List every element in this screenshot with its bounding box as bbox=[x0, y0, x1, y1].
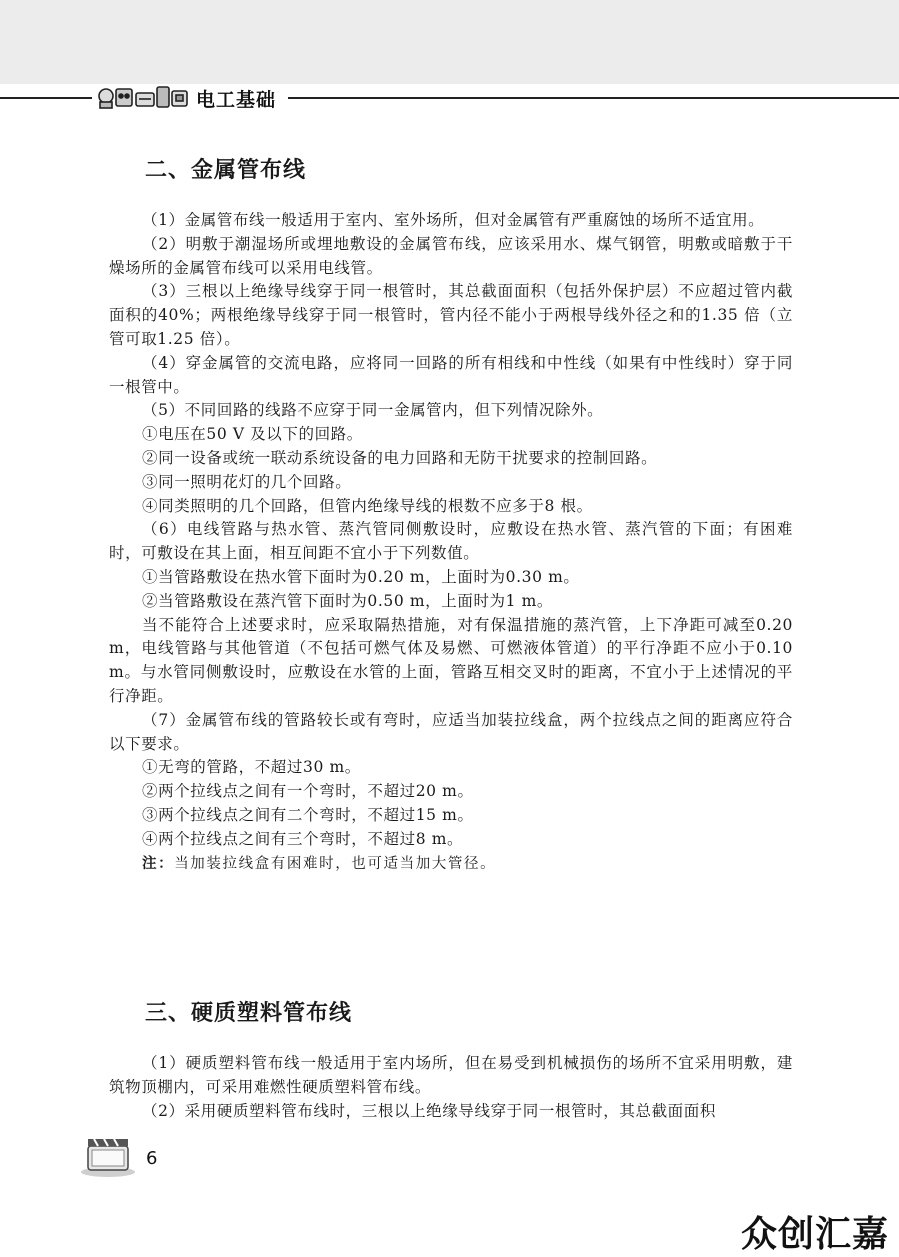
watermark: 众创汇嘉 bbox=[740, 1214, 889, 1255]
top-margin-band bbox=[0, 0, 899, 84]
paragraph: 当不能符合上述要求时，应采取隔热措施，对有保温措施的蒸汽管，上下净距可减至0.20 m，电线管路与其他管道（不包括可燃气体及易燃、可燃液体管道）的平行净距不应小于0.10 m。与水管同侧敷设时，应敷设在水管的上面，管路互相交叉时的距离，不宜小于上述情况的平行净距。 bbox=[109, 615, 793, 705]
header-book-title: 电工基础 bbox=[196, 89, 277, 111]
page-number: 6 bbox=[146, 1148, 158, 1169]
list-item: ③两个拉线点之间有二个弯时，不超过15 m。 bbox=[142, 805, 474, 824]
section-heading-metal-conduit: 二、金属管布线 bbox=[145, 158, 307, 183]
list-item: ②两个拉线点之间有一个弯时，不超过20 m。 bbox=[142, 782, 474, 801]
note bbox=[109, 852, 793, 877]
header-rule-left bbox=[0, 97, 92, 99]
paragraph: （6）电线管路与热水管、蒸汽管同侧敷设时，应敷设在热水管、蒸汽管的下面；有困难时，可敷设在其上面，相互间距不宜小于下列数值。 bbox=[109, 520, 793, 563]
cartoon-icons-icon bbox=[97, 84, 189, 110]
list-item: ①当管路敷设在热水管下面时为0.20 m，上面时为0.30 m。 bbox=[142, 567, 580, 586]
paragraph: （7）金属管布线的管路较长或有弯时，应适当加装拉线盒，两个拉线点之间的距离应符合以下要求。 bbox=[109, 710, 793, 753]
paragraph: （2）采用硬质塑料管布线时，三根以上绝缘导线穿于同一根管时，其总截面面积 bbox=[142, 1101, 716, 1120]
paragraph: （2）明敷于潮湿场所或埋地敷设的金属管布线，应该采用水、煤气钢管，明敷或暗敷于干燥场所的金属管布线可以采用电线管。 bbox=[109, 234, 793, 277]
section-heading-rigid-plastic-conduit: 三、硬质塑料管布线 bbox=[145, 1001, 353, 1026]
section-body-rigid-plastic-conduit bbox=[109, 1052, 793, 1123]
note-text: 当加装拉线盒有困难时，也可适当加大管径。 bbox=[174, 855, 497, 872]
paragraph: （5）不同回路的线路不应穿于同一金属管内，但下列情况除外。 bbox=[142, 401, 604, 420]
list-item: ③同一照明花灯的几个回路。 bbox=[142, 472, 352, 491]
header-rule-right bbox=[288, 97, 899, 99]
list-item: ④同类照明的几个回路，但管内绝缘导线的根数不应多于8 根。 bbox=[142, 496, 593, 515]
running-header bbox=[0, 84, 899, 112]
list-item: ④两个拉线点之间有三个弯时，不超过8 m。 bbox=[142, 829, 464, 848]
paragraph: （1）硬质塑料管布线一般适用于室内场所，但在易受到机械损伤的场所不宜采用明敷，建筑物顶棚内，可采用难燃性硬质塑料管布线。 bbox=[109, 1054, 793, 1096]
list-item: ①无弯的管路，不超过30 m。 bbox=[142, 758, 361, 777]
note-label: 注： bbox=[142, 854, 175, 872]
list-item: ①电压在50 V 及以下的回路。 bbox=[142, 425, 363, 444]
list-item: ②同一设备或统一联动系统设备的电力回路和无防干扰要求的控制回路。 bbox=[142, 448, 658, 467]
section-body-metal-conduit bbox=[109, 209, 793, 876]
clapperboard-icon bbox=[80, 1132, 136, 1178]
list-item: ②当管路敷设在蒸汽管下面时为0.50 m，上面时为1 m。 bbox=[142, 591, 554, 610]
paragraph: （1）金属管布线一般适用于室内、室外场所，但对金属管有严重腐蚀的场所不适宜用。 bbox=[142, 211, 765, 229]
paragraph: （3）三根以上绝缘导线穿于同一根管时，其总截面面积（包括外保护层）不应超过管内截面积的40%；两根绝缘导线穿于同一根管时，管内径不能小于两根导线外径之和的1.35 倍（立管可取1.25 倍）。 bbox=[109, 282, 793, 348]
paragraph: （4）穿金属管的交流电路，应将同一回路的所有相线和中性线（如果有中性线时）穿于同一根管中。 bbox=[109, 353, 793, 396]
